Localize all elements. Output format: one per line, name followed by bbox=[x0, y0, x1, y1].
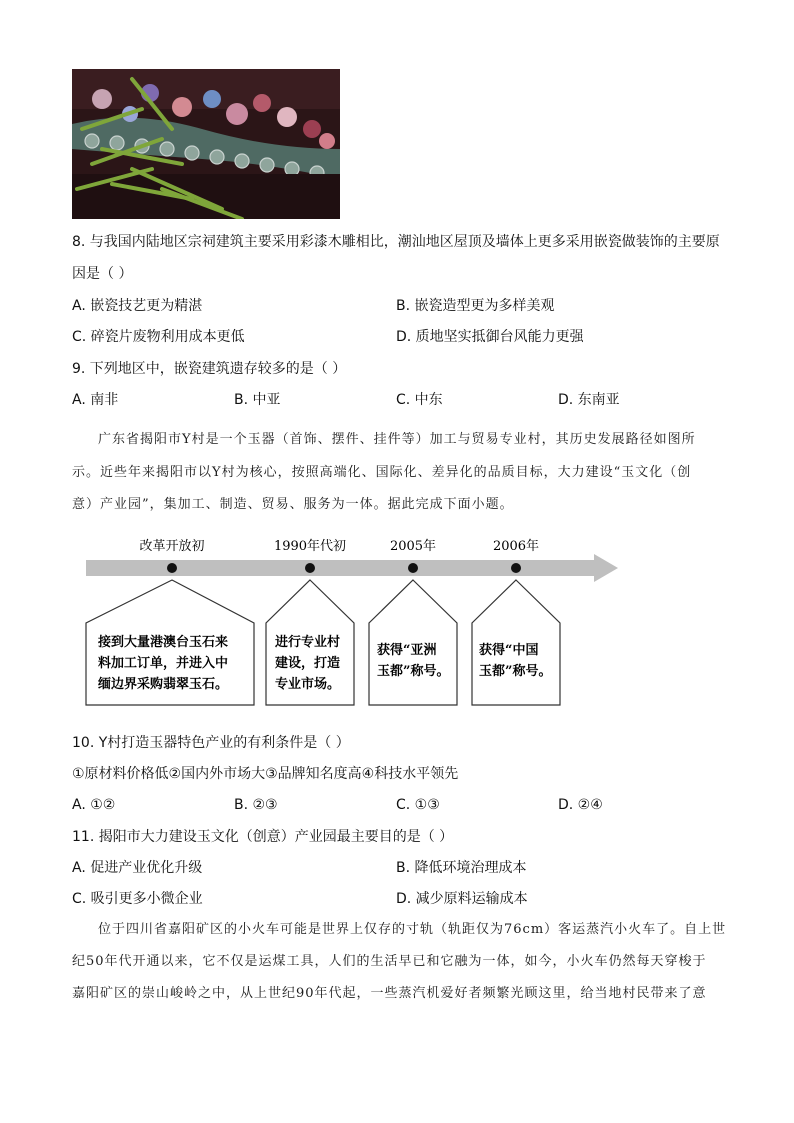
q11-option-d: D. 减少原料运输成本 bbox=[396, 891, 528, 907]
timeline-box-2-line-2: 建设，打造 bbox=[275, 656, 341, 671]
passage2-line3: 嘉阳矿区的崇山峻岭之中，从上世纪90年代起，一些蒸汽机爱好者频繁光顾这里，给当地村民带来了意 bbox=[72, 986, 707, 1001]
timeline-box-4-line-1: 获得“中国 bbox=[479, 643, 539, 658]
timeline-dot-2 bbox=[305, 563, 315, 573]
timeline-box-3-line-1: 获得“亚洲 bbox=[377, 643, 437, 658]
development-timeline bbox=[82, 528, 627, 713]
q10-option-b: B. ②③ bbox=[234, 797, 278, 813]
q10-option-a: A. ①② bbox=[72, 797, 116, 813]
q11-option-b: B. 降低环境治理成本 bbox=[396, 860, 527, 876]
q8-option-a: A. 嵌瓷技艺更为精湛 bbox=[72, 298, 203, 314]
timeline-box-1-line-2: 料加工订单，并进入中 bbox=[98, 656, 229, 671]
q8-stem-line1: 8. 与我国内陆地区宗祠建筑主要采用彩漆木雕相比，潮汕地区屋顶及墙体上更多采用嵌瓷做装饰的主要原 bbox=[72, 234, 720, 250]
timeline-label-4: 2006年 bbox=[492, 539, 540, 554]
passage1-line1: 广东省揭阳市Y村是一个玉器（首饰、摆件、挂件等）加工与贸易专业村，其历史发展路径如图所 bbox=[98, 432, 696, 447]
timeline-box-4-line-2: 玉都”称号。 bbox=[479, 664, 552, 679]
timeline-label-3: 2005年 bbox=[389, 539, 437, 554]
timeline-diagram bbox=[82, 528, 627, 713]
timeline-box-1-line-3: 缅边界采购翡翠玉石。 bbox=[98, 677, 229, 692]
roof-photo-drawing bbox=[72, 69, 340, 219]
passage2-line2: 纪50年代开通以来，它不仅是运煤工具，人们的生活早已和它融为一体，如今，小火车仍然每天穿梭于 bbox=[72, 954, 707, 969]
passage1-line3: 意）产业园”，集加工、制造、贸易、服务为一体。据此完成下面小题。 bbox=[72, 497, 514, 512]
inlaid-porcelain-roof-photo bbox=[72, 69, 340, 219]
q9-option-c: C. 中东 bbox=[396, 392, 443, 408]
q11-option-c: C. 吸引更多小微企业 bbox=[72, 891, 203, 907]
timeline-box-2-line-3: 专业市场。 bbox=[275, 677, 341, 692]
q9-stem: 9. 下列地区中，嵌瓷建筑遗存较多的是（ ） bbox=[72, 361, 347, 377]
passage1-line2: 示。近些年来揭阳市以Y村为核心，按照高端化、国际化、差异化的品质目标，大力建设“玉文化（创 bbox=[72, 465, 692, 480]
q10-option-d: D. ②④ bbox=[558, 797, 603, 813]
timeline-dot-3 bbox=[408, 563, 418, 573]
q9-option-a: A. 南非 bbox=[72, 392, 119, 408]
q8-option-c: C. 碎瓷片废物利用成本更低 bbox=[72, 329, 245, 345]
timeline-label-2: 1990年代初 bbox=[273, 539, 347, 554]
q10-option-c: C. ①③ bbox=[396, 797, 440, 813]
q11-option-a: A. 促进产业优化升级 bbox=[72, 860, 203, 876]
timeline-label-1: 改革开放初 bbox=[139, 539, 205, 554]
timeline-arrow-head bbox=[594, 554, 618, 582]
passage2-line1: 位于四川省嘉阳矿区的小火车可能是世界上仅存的寸轨（轨距仅为76cm）客运蒸汽小火车了。自上世 bbox=[98, 922, 727, 937]
timeline-dot-4 bbox=[511, 563, 521, 573]
q8-stem-line2: 因是（ ） bbox=[72, 266, 133, 282]
q8-option-d: D. 质地坚实抵御台风能力更强 bbox=[396, 329, 584, 345]
q11-stem: 11. 揭阳市大力建设玉文化（创意）产业园最主要目的是（ ） bbox=[72, 829, 454, 845]
timeline-dot-1 bbox=[167, 563, 177, 573]
q9-option-d: D. 东南亚 bbox=[558, 392, 620, 408]
timeline-box-1-line-1: 接到大量港澳台玉石来 bbox=[98, 635, 229, 650]
q9-option-b: B. 中亚 bbox=[234, 392, 281, 408]
q8-option-b: B. 嵌瓷造型更为多样美观 bbox=[396, 298, 555, 314]
q10-stem: 10. Y村打造玉器特色产业的有利条件是（ ） bbox=[72, 735, 350, 751]
timeline-box-2-line-1: 进行专业村 bbox=[275, 635, 341, 650]
q10-conditions: ①原材料价格低②国内外市场大③品牌知名度高④科技水平领先 bbox=[72, 766, 459, 782]
timeline-box-3-line-2: 玉都”称号。 bbox=[377, 664, 450, 679]
